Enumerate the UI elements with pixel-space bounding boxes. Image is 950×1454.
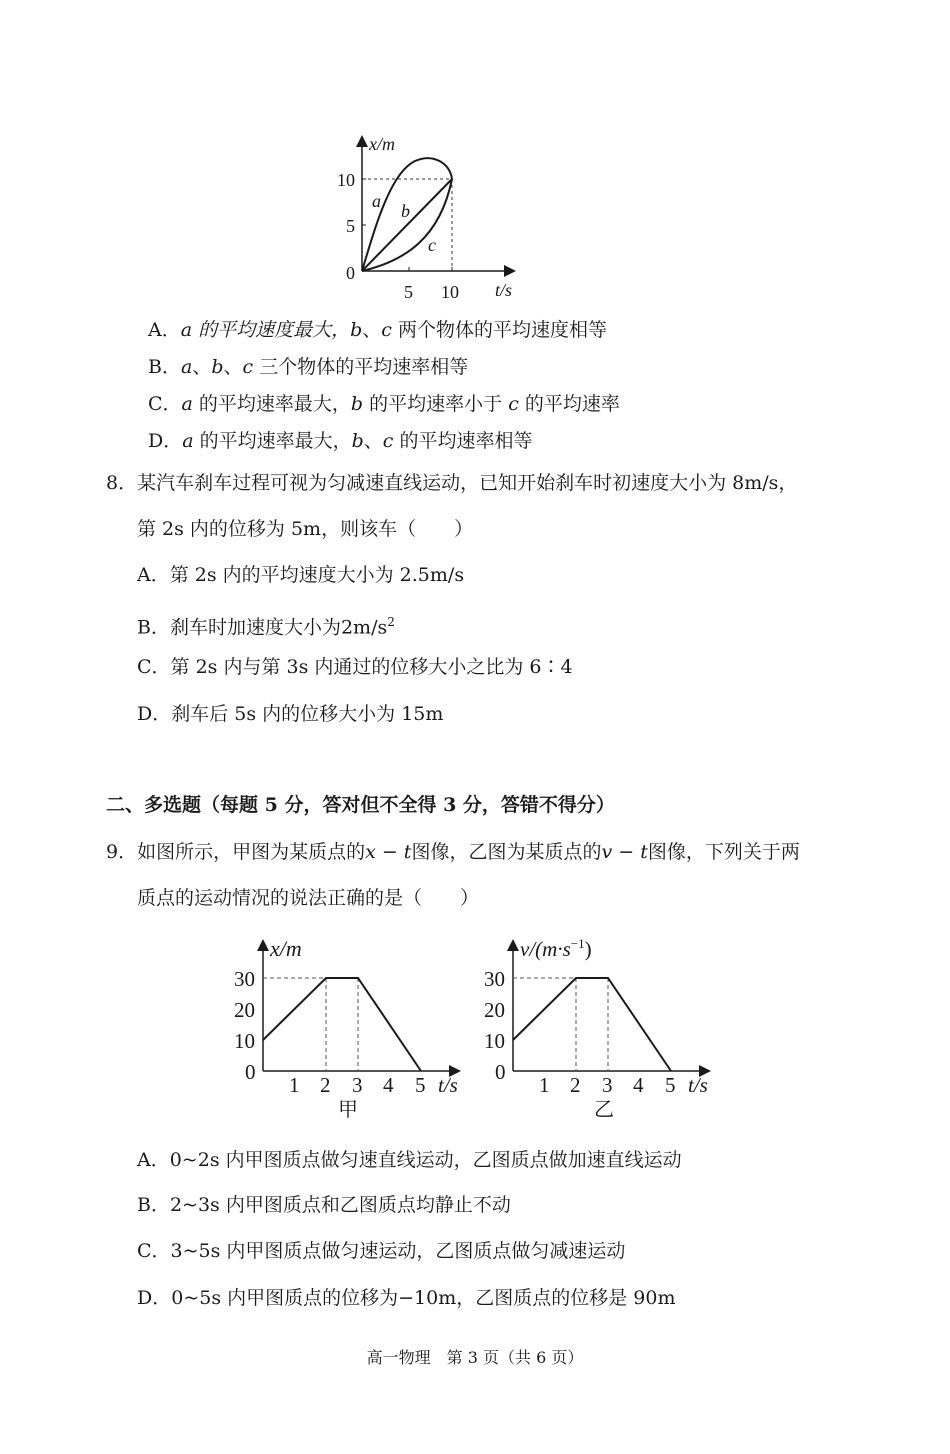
q9-option-a: A．0~2s 内甲图质点做匀速直线运动，乙图质点做加速直线运动 (137, 1149, 682, 1171)
y-tick-20: 20 (484, 998, 505, 1022)
x-axis-label: t/s (688, 1073, 708, 1097)
q7-option-d: D．a 的平均速率最大，b、c 的平均速率相等 (148, 430, 533, 452)
q8-stem-line1: 8．某汽车刹车过程可视为匀减速直线运动，已知开始刹车时初速度大小为 8m/s， (106, 472, 798, 494)
graph-caption: 乙 (594, 1099, 614, 1121)
curve-label-c: c (428, 235, 436, 255)
q9-graph-yi (478, 932, 723, 1122)
curve-label-b: b (401, 201, 410, 221)
q9-option-d: D．0~5s 内甲图质点的位移为−10m，乙图质点的位移是 90m (137, 1287, 676, 1309)
x-tick-3: 3 (602, 1073, 613, 1097)
q9-stem-line1: 9．如图所示，甲图为某质点的x − t图像，乙图为某质点的v − t图像，下列关于两 (106, 841, 800, 863)
section2-heading: 二、多选题（每题 5 分，答对但不全得 3 分，答错不得分） (106, 794, 615, 816)
q9-stem-line2: 质点的运动情况的说法正确的是（ ） (137, 887, 480, 909)
curve-label-a: a (372, 191, 381, 211)
y-tick-30: 30 (234, 967, 255, 991)
y-tick-10: 10 (484, 1029, 505, 1053)
x-tick-4: 4 (633, 1073, 644, 1097)
x-tick-2: 2 (320, 1073, 331, 1097)
q9-option-b: B．2~3s 内甲图质点和乙图质点均静止不动 (137, 1194, 511, 1216)
x-tick-1: 1 (289, 1073, 300, 1097)
q9-option-c: C．3~5s 内甲图质点做匀速运动，乙图质点做匀减速运动 (137, 1240, 626, 1262)
x-tick-4: 4 (383, 1073, 394, 1097)
y-tick-0: 0 (495, 1060, 506, 1084)
y-axis-label: x/m (369, 134, 395, 154)
y-tick-0: 0 (346, 263, 355, 283)
x-tick-2: 2 (570, 1073, 581, 1097)
y-tick-10: 10 (337, 170, 355, 190)
y-axis-label: x/m (270, 936, 302, 961)
page-footer: 高一物理 第 3 页（共 6 页） (366, 1348, 584, 1367)
q8-option-a: A．第 2s 内的平均速度大小为 2.5m/s (137, 564, 465, 586)
q8-option-b: B．刹车时加速度大小为$2m/s^2$ (137, 615, 395, 639)
q7-option-c: C．a 的平均速率最大，b 的平均速率小于 c 的平均速率 (148, 393, 620, 415)
y-tick-10: 10 (234, 1029, 255, 1053)
q9-graph-jia (228, 932, 468, 1122)
y-axis-label: $v/(m\cdot s^{-1})$ (520, 936, 592, 961)
y-tick-20: 20 (234, 998, 255, 1022)
x-tick-5: 5 (415, 1073, 426, 1097)
x-axis-label: t/s (495, 280, 513, 300)
q7-xt-graph (335, 128, 535, 308)
x-tick-10: 10 (441, 282, 459, 302)
x-axis-label: t/s (438, 1073, 458, 1097)
graph-caption: 甲 (338, 1099, 358, 1121)
x-tick-3: 3 (352, 1073, 363, 1097)
x-tick-1: 1 (539, 1073, 550, 1097)
xt-line (263, 978, 421, 1071)
x-tick-5: 5 (404, 282, 413, 302)
q7-option-a: A．a 的平均速度最大，b、c 两个物体的平均速度相等 (148, 319, 607, 341)
q8-option-c: C．第 2s 内与第 3s 内通过的位移大小之比为 6∶4 (137, 656, 573, 678)
vt-line (513, 978, 671, 1071)
q7-option-b: B．a、b、c 三个物体的平均速率相等 (148, 356, 469, 378)
q8-stem-line2: 第 2s 内的位移为 5m，则该车（ ） (137, 518, 474, 540)
x-tick-5: 5 (665, 1073, 676, 1097)
y-tick-30: 30 (484, 967, 505, 991)
y-tick-0: 0 (245, 1060, 256, 1084)
q8-option-d: D．刹车后 5s 内的位移大小为 15m (137, 703, 444, 725)
y-tick-5: 5 (346, 216, 355, 236)
